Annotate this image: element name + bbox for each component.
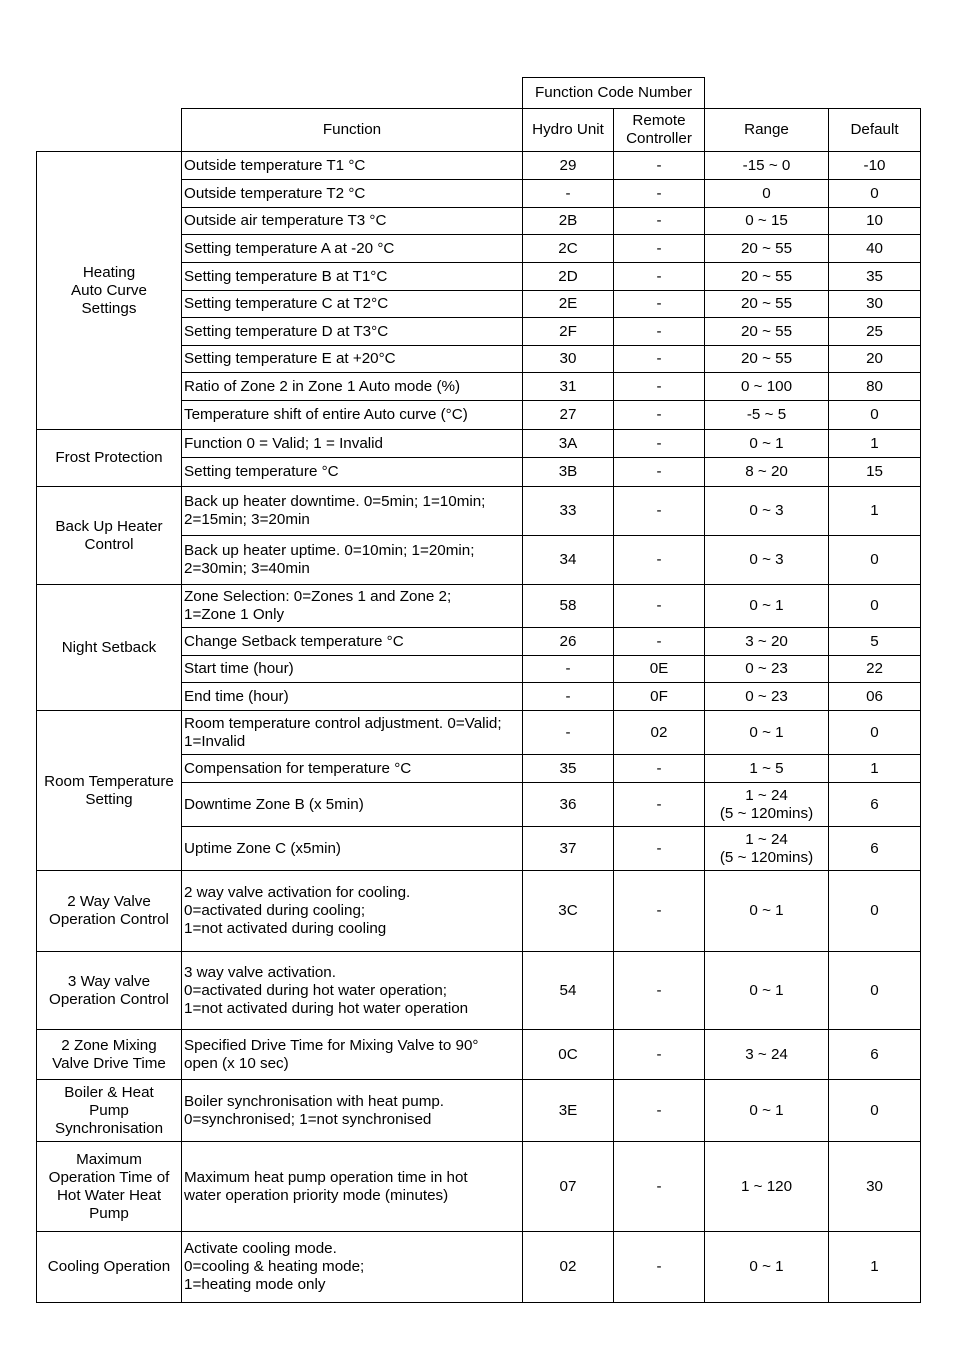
- group-name-cell: Cooling Operation: [37, 1232, 182, 1303]
- function-cell: Boiler synchronisation with heat pump. 0=synchronised; 1=not synchronised: [182, 1080, 523, 1142]
- range-cell: 20 ~ 55: [705, 291, 829, 318]
- remote-controller-cell: -: [614, 235, 705, 263]
- function-settings-table: [36, 77, 921, 1303]
- range-cell: 0 ~ 1: [705, 1080, 829, 1142]
- default-cell: 0: [829, 711, 921, 755]
- hydro-unit-cell: 2C: [523, 235, 614, 263]
- default-header: Default: [829, 109, 921, 152]
- group-name-cell: Maximum Operation Time of Hot Water Heat Pump: [37, 1142, 182, 1232]
- table-row: [37, 711, 921, 755]
- function-cell: Ratio of Zone 2 in Zone 1 Auto mode (%): [182, 373, 523, 401]
- table-row: [37, 152, 921, 180]
- function-cell: Change Setback temperature °C: [182, 628, 523, 656]
- default-cell: 1: [829, 755, 921, 783]
- range-cell: 0 ~ 1: [705, 711, 829, 755]
- default-cell: 6: [829, 1030, 921, 1080]
- function-cell: Setting temperature B at T1°C: [182, 263, 523, 291]
- default-cell: 06: [829, 683, 921, 711]
- group-name-cell: Heating Auto Curve Settings: [37, 152, 182, 430]
- table-row: [37, 430, 921, 458]
- hydro-unit-cell: 30: [523, 346, 614, 373]
- remote-controller-cell: -: [614, 401, 705, 430]
- remote-controller-cell: -: [614, 1080, 705, 1142]
- remote-controller-cell: -: [614, 373, 705, 401]
- hydro-unit-cell: 35: [523, 755, 614, 783]
- table-body: [37, 78, 921, 1303]
- hydro-unit-cell: 2B: [523, 208, 614, 235]
- function-cell: Outside temperature T2 °C: [182, 180, 523, 208]
- default-cell: 6: [829, 783, 921, 827]
- default-cell: 22: [829, 656, 921, 683]
- default-cell: 0: [829, 585, 921, 628]
- hydro-unit-cell: 36: [523, 783, 614, 827]
- default-cell: 0: [829, 1080, 921, 1142]
- remote-controller-cell: -: [614, 152, 705, 180]
- remote-controller-cell: -: [614, 827, 705, 871]
- function-cell: Downtime Zone B (x 5min): [182, 783, 523, 827]
- hydro-unit-cell: -: [523, 656, 614, 683]
- function-header: Function: [182, 109, 523, 152]
- range-cell: 0 ~ 100: [705, 373, 829, 401]
- default-cell: 5: [829, 628, 921, 656]
- range-cell: 1 ~ 24 (5 ~ 120mins): [705, 827, 829, 871]
- hydro-unit-cell: 26: [523, 628, 614, 656]
- function-cell: Back up heater uptime. 0=10min; 1=20min; 2=30min; 3=40min: [182, 536, 523, 585]
- hydro-unit-cell: 27: [523, 401, 614, 430]
- blank-cell: [705, 78, 829, 109]
- blank-cell: [829, 78, 921, 109]
- group-name-cell: Room Temperature Setting: [37, 711, 182, 871]
- group-name-cell: Night Setback: [37, 585, 182, 711]
- hydro-unit-cell: -: [523, 711, 614, 755]
- remote-controller-cell: 0F: [614, 683, 705, 711]
- range-cell: 0: [705, 180, 829, 208]
- function-cell: Start time (hour): [182, 656, 523, 683]
- function-cell: Outside air temperature T3 °C: [182, 208, 523, 235]
- remote-controller-header: Remote Controller: [614, 109, 705, 152]
- hydro-unit-cell: 31: [523, 373, 614, 401]
- range-cell: 0 ~ 1: [705, 1232, 829, 1303]
- remote-controller-cell: -: [614, 291, 705, 318]
- remote-controller-cell: -: [614, 1232, 705, 1303]
- range-header: Range: [705, 109, 829, 152]
- range-cell: -5 ~ 5: [705, 401, 829, 430]
- range-cell: 0 ~ 1: [705, 871, 829, 952]
- range-cell: 1 ~ 120: [705, 1142, 829, 1232]
- hydro-unit-cell: -: [523, 180, 614, 208]
- default-cell: 0: [829, 952, 921, 1030]
- table-row: [37, 1080, 921, 1142]
- hydro-unit-cell: -: [523, 683, 614, 711]
- remote-controller-cell: -: [614, 1142, 705, 1232]
- hydro-unit-cell: 3B: [523, 458, 614, 487]
- default-cell: 15: [829, 458, 921, 487]
- remote-controller-cell: -: [614, 487, 705, 536]
- hydro-unit-cell: 37: [523, 827, 614, 871]
- function-cell: Room temperature control adjustment. 0=Valid; 1=Invalid: [182, 711, 523, 755]
- group-name-cell: 2 Zone Mixing Valve Drive Time: [37, 1030, 182, 1080]
- default-cell: 80: [829, 373, 921, 401]
- function-cell: Setting temperature D at T3°C: [182, 318, 523, 346]
- blank-cell: [37, 109, 182, 152]
- range-cell: 20 ~ 55: [705, 235, 829, 263]
- function-cell: Setting temperature E at +20°C: [182, 346, 523, 373]
- remote-controller-cell: -: [614, 585, 705, 628]
- header-row: [37, 109, 921, 152]
- range-cell: 3 ~ 24: [705, 1030, 829, 1080]
- range-cell: 0 ~ 23: [705, 656, 829, 683]
- default-cell: 20: [829, 346, 921, 373]
- range-cell: 8 ~ 20: [705, 458, 829, 487]
- remote-controller-cell: -: [614, 430, 705, 458]
- function-cell: Function 0 = Valid; 1 = Invalid: [182, 430, 523, 458]
- group-name-cell: Back Up Heater Control: [37, 487, 182, 585]
- function-cell: Specified Drive Time for Mixing Valve to 90° open (x 10 sec): [182, 1030, 523, 1080]
- remote-controller-cell: -: [614, 628, 705, 656]
- remote-controller-cell: 02: [614, 711, 705, 755]
- hydro-unit-cell: 3E: [523, 1080, 614, 1142]
- range-cell: 0 ~ 3: [705, 536, 829, 585]
- default-cell: 30: [829, 1142, 921, 1232]
- default-cell: 30: [829, 291, 921, 318]
- hydro-unit-header: Hydro Unit: [523, 109, 614, 152]
- function-cell: Setting temperature C at T2°C: [182, 291, 523, 318]
- default-cell: 25: [829, 318, 921, 346]
- default-cell: 0: [829, 536, 921, 585]
- function-cell: Setting temperature A at -20 °C: [182, 235, 523, 263]
- remote-controller-cell: -: [614, 180, 705, 208]
- default-cell: 10: [829, 208, 921, 235]
- table-row: [37, 952, 921, 1030]
- group-name-cell: Frost Protection: [37, 430, 182, 487]
- table-row: [37, 487, 921, 536]
- range-cell: -15 ~ 0: [705, 152, 829, 180]
- function-cell: 2 way valve activation for cooling. 0=activated during cooling; 1=not activated during cooling: [182, 871, 523, 952]
- function-cell: Uptime Zone C (x5min): [182, 827, 523, 871]
- range-cell: 0 ~ 1: [705, 430, 829, 458]
- remote-controller-cell: -: [614, 952, 705, 1030]
- remote-controller-cell: -: [614, 346, 705, 373]
- remote-controller-cell: -: [614, 263, 705, 291]
- function-cell: 3 way valve activation. 0=activated during hot water operation; 1=not activated during hot water operation: [182, 952, 523, 1030]
- range-cell: 20 ~ 55: [705, 263, 829, 291]
- function-cell: End time (hour): [182, 683, 523, 711]
- default-cell: -10: [829, 152, 921, 180]
- remote-controller-cell: -: [614, 783, 705, 827]
- default-cell: 35: [829, 263, 921, 291]
- range-cell: 0 ~ 3: [705, 487, 829, 536]
- group-name-cell: 3 Way valve Operation Control: [37, 952, 182, 1030]
- hydro-unit-cell: 58: [523, 585, 614, 628]
- hydro-unit-cell: 07: [523, 1142, 614, 1232]
- table-row: [37, 1232, 921, 1303]
- remote-controller-cell: -: [614, 871, 705, 952]
- function-cell: Setting temperature °C: [182, 458, 523, 487]
- range-cell: 0 ~ 1: [705, 952, 829, 1030]
- hydro-unit-cell: 2D: [523, 263, 614, 291]
- default-cell: 40: [829, 235, 921, 263]
- default-cell: 1: [829, 487, 921, 536]
- remote-controller-cell: -: [614, 755, 705, 783]
- table-row: [37, 585, 921, 628]
- default-cell: 0: [829, 180, 921, 208]
- default-cell: 1: [829, 1232, 921, 1303]
- function-cell: Zone Selection: 0=Zones 1 and Zone 2; 1=Zone 1 Only: [182, 585, 523, 628]
- remote-controller-cell: -: [614, 536, 705, 585]
- hydro-unit-cell: 0C: [523, 1030, 614, 1080]
- group-name-cell: 2 Way Valve Operation Control: [37, 871, 182, 952]
- remote-controller-cell: 0E: [614, 656, 705, 683]
- remote-controller-cell: -: [614, 458, 705, 487]
- function-cell: Compensation for temperature °C: [182, 755, 523, 783]
- range-cell: 0 ~ 1: [705, 585, 829, 628]
- function-cell: Back up heater downtime. 0=5min; 1=10min; 2=15min; 3=20min: [182, 487, 523, 536]
- range-cell: 20 ~ 55: [705, 346, 829, 373]
- remote-controller-cell: -: [614, 1030, 705, 1080]
- default-cell: 6: [829, 827, 921, 871]
- group-name-cell: Boiler & Heat Pump Synchronisation: [37, 1080, 182, 1142]
- header-row-top: [37, 78, 921, 109]
- table-row: [37, 1142, 921, 1232]
- range-cell: 1 ~ 24 (5 ~ 120mins): [705, 783, 829, 827]
- range-cell: 0 ~ 23: [705, 683, 829, 711]
- blank-cell: [37, 78, 182, 109]
- hydro-unit-cell: 3C: [523, 871, 614, 952]
- default-cell: 0: [829, 871, 921, 952]
- default-cell: 0: [829, 401, 921, 430]
- range-cell: 1 ~ 5: [705, 755, 829, 783]
- default-cell: 1: [829, 430, 921, 458]
- hydro-unit-cell: 2E: [523, 291, 614, 318]
- remote-controller-cell: -: [614, 318, 705, 346]
- hydro-unit-cell: 34: [523, 536, 614, 585]
- hydro-unit-cell: 2F: [523, 318, 614, 346]
- function-cell: Outside temperature T1 °C: [182, 152, 523, 180]
- function-code-number-header: Function Code Number: [523, 78, 705, 109]
- hydro-unit-cell: 54: [523, 952, 614, 1030]
- hydro-unit-cell: 29: [523, 152, 614, 180]
- remote-controller-cell: -: [614, 208, 705, 235]
- function-cell: Temperature shift of entire Auto curve (°C): [182, 401, 523, 430]
- hydro-unit-cell: 3A: [523, 430, 614, 458]
- range-cell: 3 ~ 20: [705, 628, 829, 656]
- hydro-unit-cell: 02: [523, 1232, 614, 1303]
- range-cell: 0 ~ 15: [705, 208, 829, 235]
- blank-cell: [182, 78, 523, 109]
- range-cell: 20 ~ 55: [705, 318, 829, 346]
- function-cell: Activate cooling mode. 0=cooling & heating mode; 1=heating mode only: [182, 1232, 523, 1303]
- hydro-unit-cell: 33: [523, 487, 614, 536]
- table-row: [37, 871, 921, 952]
- function-cell: Maximum heat pump operation time in hot water operation priority mode (minutes): [182, 1142, 523, 1232]
- table-row: [37, 1030, 921, 1080]
